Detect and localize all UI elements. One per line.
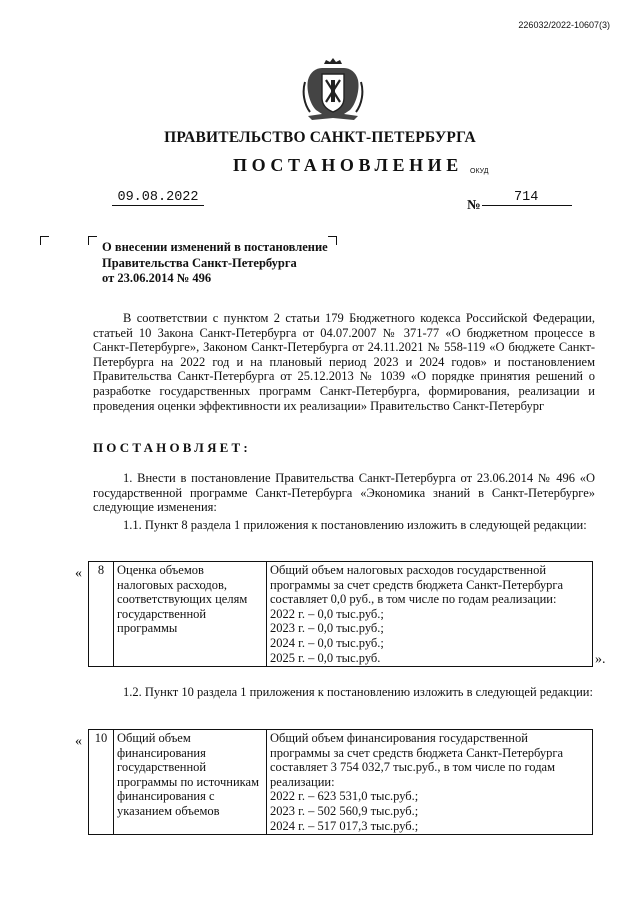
content-line: Общий объем налоговых расходов государственной программы за счет средств бюджета Санкт-Петербурга составляет 0,0 руб., в том числе по годам реализации: xyxy=(270,563,564,607)
table2-open-quote: « xyxy=(75,734,82,749)
content-line: 2024 г. – 0,0 тыс.руб.; xyxy=(270,635,384,650)
row-name-cell: Оценка объемов налоговых расходов, соответствующих целям государственной программы xyxy=(114,562,267,667)
item-1-paragraph: 1. Внести в постановление Правительства Санкт-Петербурга от 23.06.2014 № 496 «О государственной программе Санкт-Петербурга «Экономика знаний в Санкт-Петербурге» следующие изменения: xyxy=(93,471,595,515)
subject-corner-left xyxy=(40,236,49,245)
row-number-cell: 10 xyxy=(89,730,114,835)
row-content-cell xyxy=(267,730,593,835)
table1-open-quote: « xyxy=(75,566,82,581)
table-point-10 xyxy=(88,729,593,835)
item-1-1-paragraph: 1.1. Пункт 8 раздела 1 приложения к постановлению изложить в следующей редакции: xyxy=(123,518,587,532)
row-number-cell: 8 xyxy=(89,562,114,667)
resolves-heading: ПОСТАНОВЛЯЕТ: xyxy=(93,440,251,455)
government-name: ПРАВИТЕЛЬСТВО САНКТ-ПЕТЕРБУРГА xyxy=(164,129,476,146)
document-registration-number: 226032/2022-10607(3) xyxy=(518,20,610,30)
preamble-paragraph: В соответствии с пунктом 2 статьи 179 Бюджетного кодекса Российской Федерации, статьей 10 Закона Санкт-Петербурга от 04.07.2007 № 371-77 «О бюджетном процессе в Санкт-Петербурге», Законом Санкт-Петербурга от 24.11.2021 № 558-119 «О бюджете Санкт-Петербурга на 2022 год и на плановый период 2023 и 2024 годов» и постановлением Правительства Санкт-Петербурга от 25.12.2013 № 1039 «О порядке принятия решений о разработке государственных программ Санкт-Петербурга, формирования, реализации и проведения оценки эффективности их реализации» Правительство Санкт-Петербург xyxy=(93,311,595,413)
item-1-2-paragraph: 1.2. Пункт 10 раздела 1 приложения к постановлению изложить в следующей редакции: xyxy=(123,685,593,699)
row-name-cell: Общий объем финансирования государственной программы по источникам финансирования с указанием объемов xyxy=(114,730,267,835)
document-title: ПОСТАНОВЛЕНИЕ xyxy=(233,155,463,175)
subject-line: от 23.06.2014 № 496 xyxy=(102,271,212,285)
content-line: 2023 г. – 502 560,9 тыс.руб.; xyxy=(270,803,419,818)
content-line: 2022 г. – 0,0 тыс.руб.; xyxy=(270,606,384,621)
row-content-cell xyxy=(267,562,593,667)
document-number: 714 xyxy=(482,190,572,206)
subject-corner-inner xyxy=(88,236,97,245)
content-line: 2024 г. – 517 017,3 тыс.руб.; xyxy=(270,818,419,833)
table1-close-quote: ». xyxy=(595,652,606,667)
document-date: 09.08.2022 xyxy=(112,190,204,206)
subject-corner-right xyxy=(328,236,337,245)
document-subject xyxy=(102,240,328,287)
coat-of-arms-icon xyxy=(302,58,364,124)
content-line: Общий объем финансирования государственной программы за счет средств бюджета Санкт-Петербурга составляет 3 754 032,7 тыс.руб., в том числе по годам реализации: xyxy=(270,731,564,789)
content-line: 2025 г. – 0,0 тыс.руб. xyxy=(270,650,381,665)
subject-line: Правительства Санкт-Петербурга xyxy=(102,255,297,270)
number-sign: № xyxy=(467,197,481,212)
table-row xyxy=(89,730,593,835)
okud-label: ОКУД xyxy=(470,168,489,175)
subject-line: О внесении изменений в постановление xyxy=(102,240,328,254)
content-line: 2023 г. – 0,0 тыс.руб.; xyxy=(270,621,384,636)
content-line: 2022 г. – 623 531,0 тыс.руб.; xyxy=(270,789,419,804)
table-point-8 xyxy=(88,561,593,667)
table-row xyxy=(89,562,593,667)
